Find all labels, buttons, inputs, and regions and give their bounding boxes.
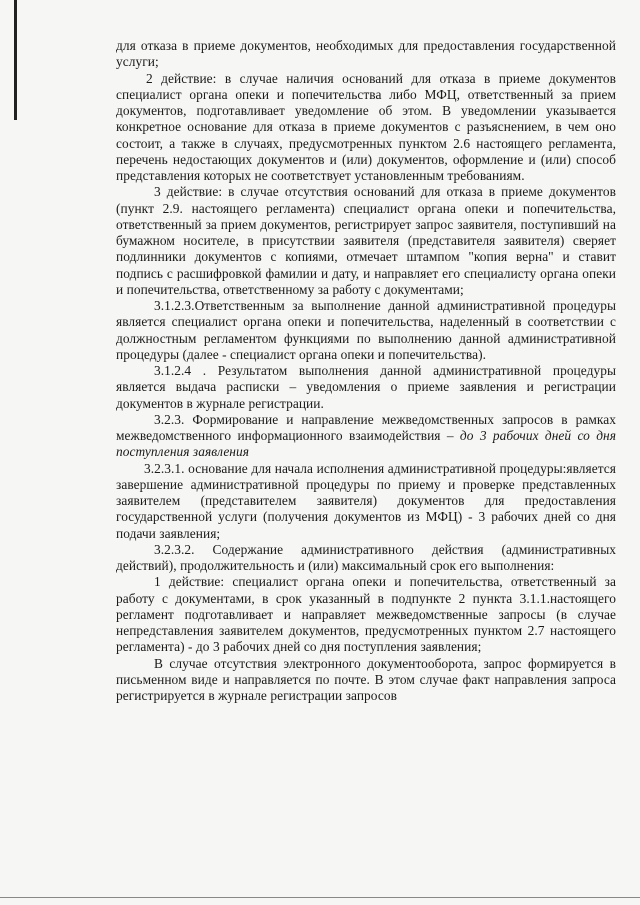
paragraph xyxy=(116,412,616,461)
paragraph: 1 действие: специалист органа опеки и попечительства, ответственный за работу с документами, в срок указанный в подпункте 2 пункта 3.1.1.настоящего регламент подготавливает и направляет межведомственные запросы (в случае непредставления заявителем документов, предусмотренных пунктом 2.7 настоящего регламента) - до 3 рабочих дней со дня поступления заявления; xyxy=(116,574,616,655)
document-body xyxy=(116,38,616,704)
margin-line xyxy=(14,0,17,120)
page-bottom-edge xyxy=(0,897,640,898)
paragraph-italic-text: до 3 рабочих дней со дня поступления заявления xyxy=(116,428,616,460)
paragraph: 3 действие: в случае отсутствия оснований для отказа в приеме документов (пункт 2.9. настоящего регламента) специалист органа опеки и попечительства, ответственный за прием документов, регистрирует запрос заявителя, поступивший на бумажном носителе, в присутствии заявителя (представителя заявителя) сверяет подлинники документов с копиями, отмечает штампом "копия верна" и ставит подпись с расшифровкой фамилии и дату, и направляет его специалисту органа опеки и попечительства, ответственному за работу с документами; xyxy=(116,184,616,297)
paragraph: 2 действие: в случае наличия оснований для отказа в приеме документов специалист органа опеки и попечительства либо МФЦ, ответственный за прием документов, подготавливает уведомление об этом. В уведомлении указывается конкретное основание для отказа в приеме документов с разъяснением, в чем оно состоит, а также в случаях, предусмотренных пунктом 2.6 настоящего регламента, перечень недостающих документов и (или) документов, оформление и (или) способ представления которых не соответствует установленным требованиям. xyxy=(116,70,616,183)
paragraph: 3.2.3.1. основание для начала исполнения административной процедуры:является завершение административной процедуры по приему и проверке представленных заявителем (представителем заявителя) документов для предоставления государственной услуги (получения документов из МФЦ) - 3 рабочих дней со дня подачи заявления; xyxy=(116,460,616,541)
paragraph: 3.2.3.2. Содержание административного действия (административных действий), продолжительность и (или) максимальный срок его выполнения: xyxy=(116,541,616,573)
paragraph: для отказа в приеме документов, необходимых для предоставления государственной услуги; xyxy=(116,38,616,70)
paragraph: В случае отсутствия электронного документооборота, запрос формируется в письменном виде и направляется по почте. В этом случае факт направления запроса регистрируется в журнале регистрации запросов xyxy=(116,655,616,703)
paragraph: 3.1.2.3.Ответственным за выполнение данной административной процедуры является специалист органа опеки и попечительства, наделенный в соответствии с должностным регламентом функциями по выполнению данной административной процедуры (далее - специалист органа опеки и попечительства). xyxy=(116,298,616,362)
paragraph: 3.1.2.4 . Результатом выполнения данной административной процедуры является выдача расписки – уведомления о приеме заявления и регистрации документов в журнале регистрации. xyxy=(116,363,616,411)
paragraph-text: 3.2.3. Формирование и направление межведомственных запросов в рамках межведомственного информационного взаимодействия – xyxy=(116,411,616,443)
